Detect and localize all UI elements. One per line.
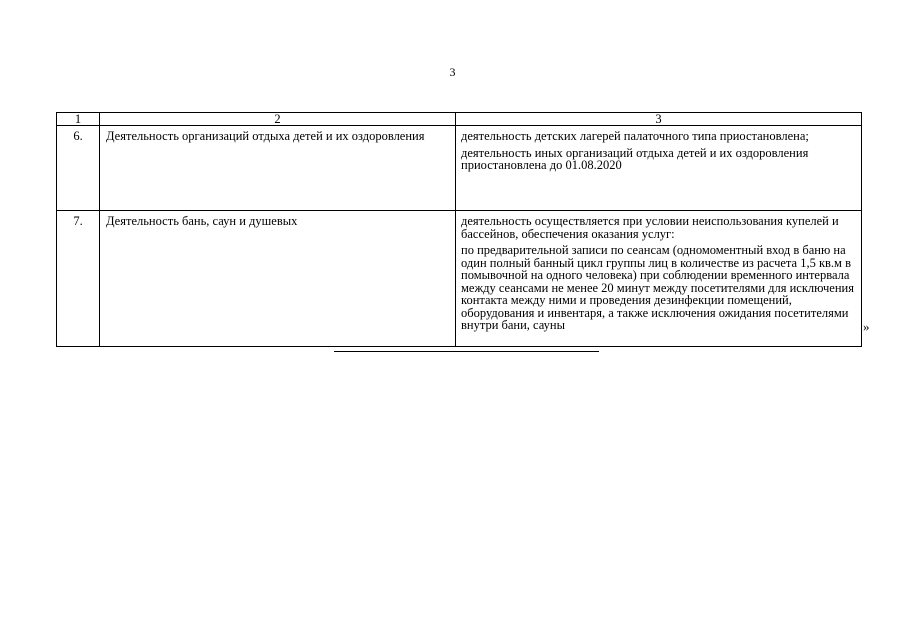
column-header-number: 1 bbox=[57, 113, 100, 126]
row-number: 7. bbox=[57, 211, 100, 347]
condition-paragraph: по предварительной записи по сеансам (одномоментный вход в баню на один полный банный цикл группы лиц в количестве из расчета 1,5 кв.м в помывочной на одного человека) при соблюдении временного интервала между сеансами не менее 20 минут между посетителями для исключения контакта между ними и проведения дезинфекции помещений, оборудования и инвентаря, а также исключения ожидания посетителями внутри бани, сауны bbox=[461, 243, 854, 332]
regulation-table bbox=[56, 112, 862, 347]
condition-paragraph: деятельность детских лагерей палаточного типа приостановлена; bbox=[461, 129, 809, 143]
closing-quote-mark: » bbox=[863, 319, 870, 334]
table-row bbox=[57, 126, 862, 211]
column-header-activity: 2 bbox=[100, 113, 456, 126]
conditions-cell bbox=[456, 126, 862, 211]
row-number: 6. bbox=[57, 126, 100, 211]
page-number: 3 bbox=[449, 65, 456, 79]
table-header-row bbox=[57, 113, 862, 126]
activity-cell: Деятельность бань, саун и душевых bbox=[100, 211, 456, 347]
column-header-conditions: 3 bbox=[456, 113, 862, 126]
condition-paragraph: деятельность осуществляется при условии неиспользования купелей и бассейнов, обеспечения оказания услуг: bbox=[461, 214, 839, 241]
table-row bbox=[57, 211, 862, 347]
end-divider-line bbox=[334, 351, 599, 352]
condition-paragraph: деятельность иных организаций отдыха детей и их оздоровления приостановлена до 01.08.2020 bbox=[461, 145, 809, 172]
activity-cell: Деятельность организаций отдыха детей и их оздоровления bbox=[100, 126, 456, 211]
conditions-cell bbox=[456, 211, 862, 347]
